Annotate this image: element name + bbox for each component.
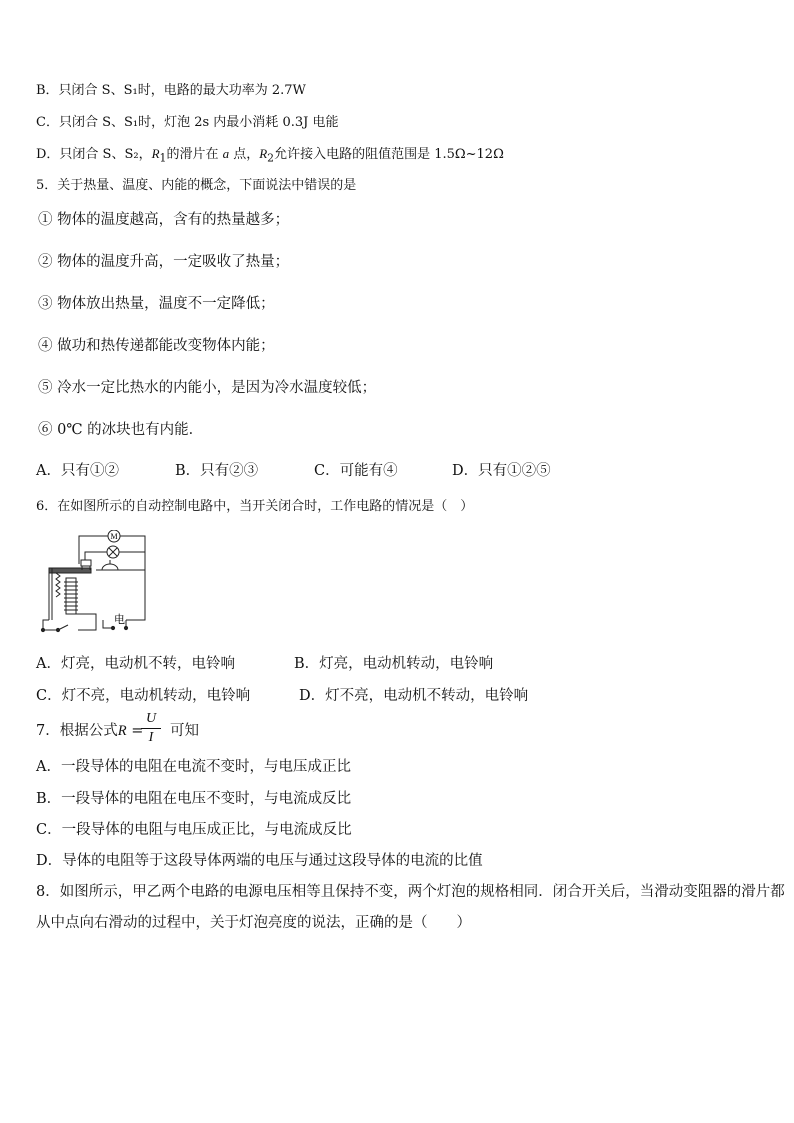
q6-option-a: A．灯亮，电动机不转，电铃响	[36, 656, 235, 672]
q7-option-b: B．一段导体的电阻在电压不变时，与电流成反比	[36, 791, 352, 807]
q5-stem: 5．关于热量、温度、内能的概念，下面说法中错误的是	[36, 178, 357, 193]
var-r2: R	[259, 146, 268, 161]
q5-option-d: D．只有①②⑤	[452, 463, 551, 479]
q7-option-d: D．导体的电阻等于这段导体两端的电压与通过这段导体的电流的比值	[36, 853, 483, 869]
q4-option-d-prefix: D．只闭合 S、S₂，	[36, 147, 152, 162]
q7-option-c: C．一段导体的电阻与电压成正比，与电流成反比	[36, 822, 352, 838]
var-r2-subscript: 2	[267, 151, 275, 165]
formula-fraction	[141, 711, 161, 746]
q4-option-d-mid2: 点，	[229, 147, 260, 162]
q6-circuit-figure	[38, 530, 150, 634]
q5-item-2: ② 物体的温度升高，一定吸收了热量；	[38, 254, 290, 270]
q6-stem: 6．在如图所示的自动控制电路中，当开关闭合时，工作电路的情况是（ ）	[36, 499, 474, 514]
q8-stem-line-1: 8．如图所示，甲乙两个电路的电源电压相等且保持不变，两个灯泡的规格相同．闭合开关后，当滑动变阻器的滑片都	[36, 884, 785, 900]
formula-equals: =	[126, 723, 148, 739]
q8-stem-line-2: 从中点向右滑动的过程中，关于灯泡亮度的说法，正确的是（ ）	[36, 915, 471, 931]
q5-item-5: ⑤ 冷水一定比热水的内能小，是因为冷水温度较低；	[38, 380, 377, 396]
motor-label: M	[110, 532, 118, 541]
q4-option-d-mid: 的滑片在	[166, 147, 223, 162]
formula-numerator: U	[145, 711, 157, 726]
var-r1-subscript: 1	[159, 151, 167, 165]
formula-denominator: I	[148, 730, 154, 745]
var-a: a	[222, 146, 230, 161]
q5-item-3: ③ 物体放出热量，温度不一定降低；	[38, 296, 275, 312]
q5-item-1: ① 物体的温度越高，含有的热量越多；	[38, 212, 290, 228]
q7-stem	[36, 722, 199, 740]
var-r1: R	[151, 146, 160, 161]
formula-r: R	[117, 723, 127, 739]
q6-option-d: D．灯不亮，电动机不转动，电铃响	[299, 688, 529, 704]
q5-option-a: A．只有①②	[36, 463, 119, 479]
q5-option-c: C．可能有④	[314, 463, 398, 479]
q6-option-c: C．灯不亮，电动机转动，电铃响	[36, 688, 251, 704]
q6-option-b: B．灯亮，电动机转动，电铃响	[294, 656, 494, 672]
q4-option-b: B．只闭合 S、S₁时，电路的最大功率为 2.7W	[36, 83, 306, 98]
q4-option-d-suffix: 允许接入电路的阻值范围是 1.5Ω~12Ω	[274, 147, 504, 162]
q4-option-c: C．只闭合 S、S₁时，灯泡 2s 内最小消耗 0.3J 电能	[36, 115, 339, 130]
q7-stem-prefix: 7．根据公式	[36, 723, 118, 739]
q5-option-b: B．只有②③	[175, 463, 259, 479]
q5-item-6: ⑥ 0℃ 的冰块也有内能．	[38, 422, 204, 438]
q5-item-4: ④ 做功和热传递都能改变物体内能；	[38, 338, 275, 354]
q7-option-a: A．一段导体的电阻在电流不变时，与电压成正比	[36, 759, 351, 775]
q7-stem-suffix: 可知	[169, 723, 199, 739]
power-label: 电	[114, 613, 125, 626]
q4-option-d	[36, 145, 504, 168]
